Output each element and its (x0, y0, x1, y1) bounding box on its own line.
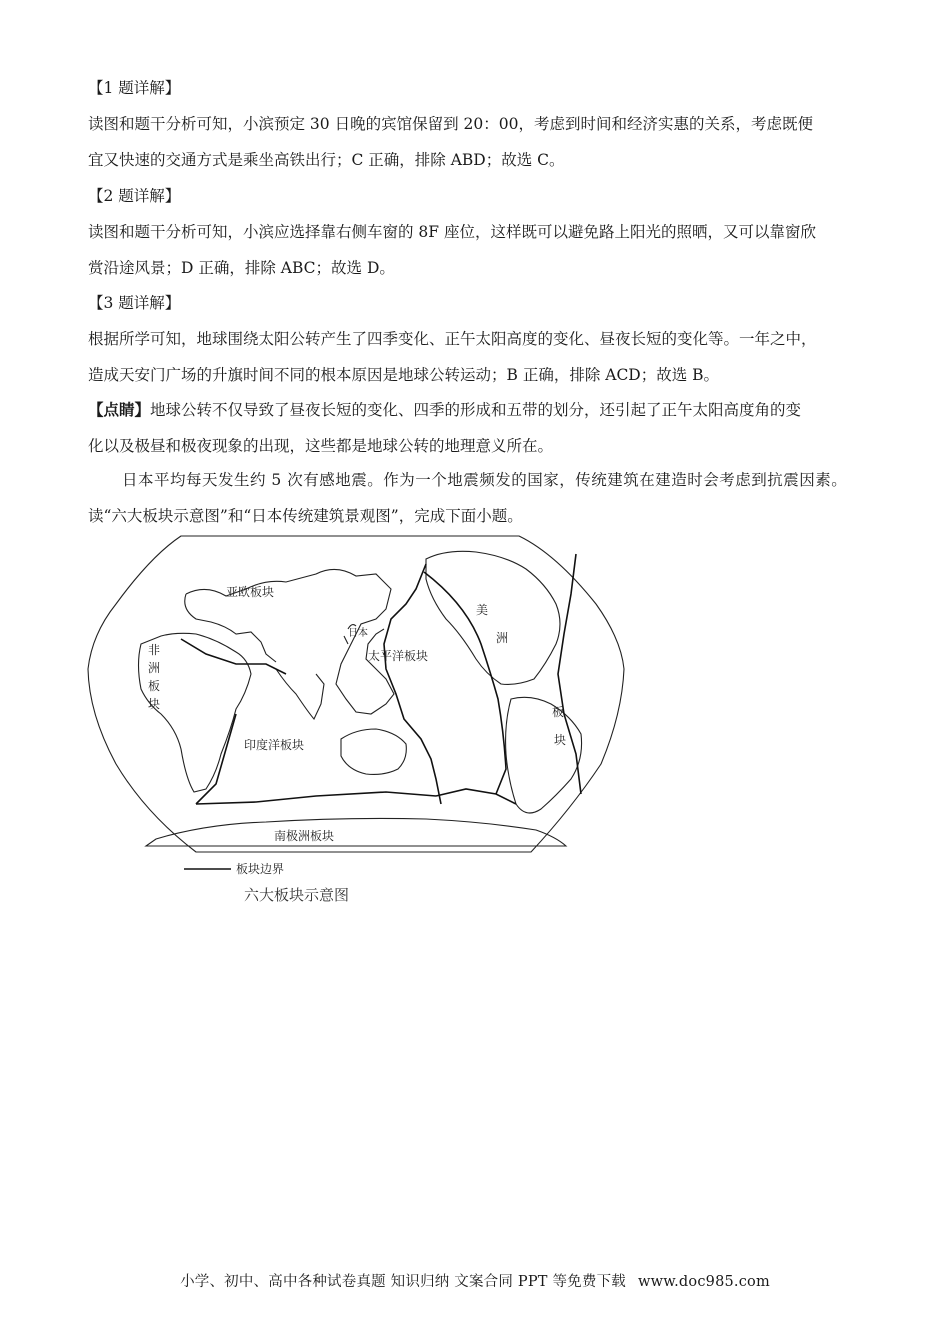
india-coast (276, 669, 324, 719)
page-footer (0, 1270, 950, 1291)
label-america-3: 板 (552, 705, 565, 719)
section-3-line-1: 根据所学可知，地球围绕太阳公转产生了四季变化、正午太阳高度的变化、昼夜长短的变化等。一年之中， (88, 330, 817, 348)
tip-line-1 (88, 400, 801, 420)
label-america-4: 块 (554, 733, 567, 747)
boundary-indian-antarctic (196, 792, 436, 804)
africa-coast (139, 633, 252, 792)
label-africa-3: 板 (148, 679, 161, 693)
boundary-africa-eurasia (181, 639, 286, 674)
antarctica-coast (146, 818, 566, 846)
europe-coast (185, 594, 276, 662)
south-america-coast (506, 697, 582, 813)
australia-coast (341, 729, 406, 774)
label-pacific: 太平洋板块 (368, 649, 429, 663)
section-1-line-1: 读图和题干分析可知，小滨预定 30 日晚的宾馆保留到 20：00，考虑到时间和经济实惠的关系，考虑既便 (88, 115, 813, 133)
intro-line-2: 读“六大板块示意图”和“日本传统建筑景观图”，完成下面小题。 (88, 507, 523, 525)
north-america-coast (426, 551, 560, 684)
plate-map-figure (86, 534, 626, 904)
section-3-line-2: 造成天安门广场的升旗时间不同的根本原因是地球公转运动；B 正确，排除 ACD；故选 B。 (88, 366, 720, 384)
boundary-eurasia-pacific (384, 564, 441, 804)
map-frame (88, 536, 624, 852)
footer-text: 小学、初中、高中各种试卷真题 知识归纳 文案合同 PPT 等免费下载 (180, 1274, 626, 1290)
section-2-line-1: 读图和题干分析可知，小滨应选择靠右侧车窗的 8F 座位，这样既可以避免路上阳光的照晒，又可以靠窗欣 (88, 223, 816, 241)
section-2-line-2: 赏沿途风景；D 正确，排除 ABC；故选 D。 (88, 259, 395, 277)
section-2-heading: 【2 题详解】 (88, 187, 181, 205)
boundary-atlantic (558, 554, 581, 794)
label-antarctic: 南极洲板块 (274, 829, 335, 843)
label-eurasia: 亚欧板块 (226, 585, 275, 599)
map-caption: 六大板块示意图 (244, 886, 350, 904)
label-indian: 印度洋板块 (244, 738, 305, 752)
tip-tag: 【点睛】 (88, 400, 151, 419)
section-3-heading: 【3 题详解】 (88, 294, 181, 312)
label-america-2: 洲 (496, 631, 509, 645)
boundary-pacific-antarctic (436, 789, 516, 804)
tip-text-1: 地球公转不仅导致了昼夜长短的变化、四季的形成和五带的划分，还引起了正午太阳高度角的变 (150, 401, 802, 419)
label-africa-1: 非 (148, 643, 161, 657)
label-america-1: 美 (476, 603, 489, 617)
label-africa-4: 块 (148, 697, 161, 711)
intro-line-1: 日本平均每天发生约 5 次有感地震。作为一个地震频发的国家，传统建筑在建造时会考虑到抗震因素。 (122, 471, 848, 489)
label-africa-2: 洲 (148, 661, 161, 675)
label-japan: 日本 (348, 628, 368, 639)
section-1-line-2: 宜又快速的交通方式是乘坐高铁出行；C 正确，排除 ABD；故选 C。 (88, 151, 565, 169)
legend-boundary-label: 板块边界 (236, 862, 285, 876)
tip-line-2: 化以及极昼和极夜现象的出现，这些都是地球公转的地理意义所在。 (88, 437, 554, 455)
section-1-heading: 【1 题详解】 (88, 79, 181, 97)
footer-url: www.doc985.com (637, 1274, 770, 1290)
